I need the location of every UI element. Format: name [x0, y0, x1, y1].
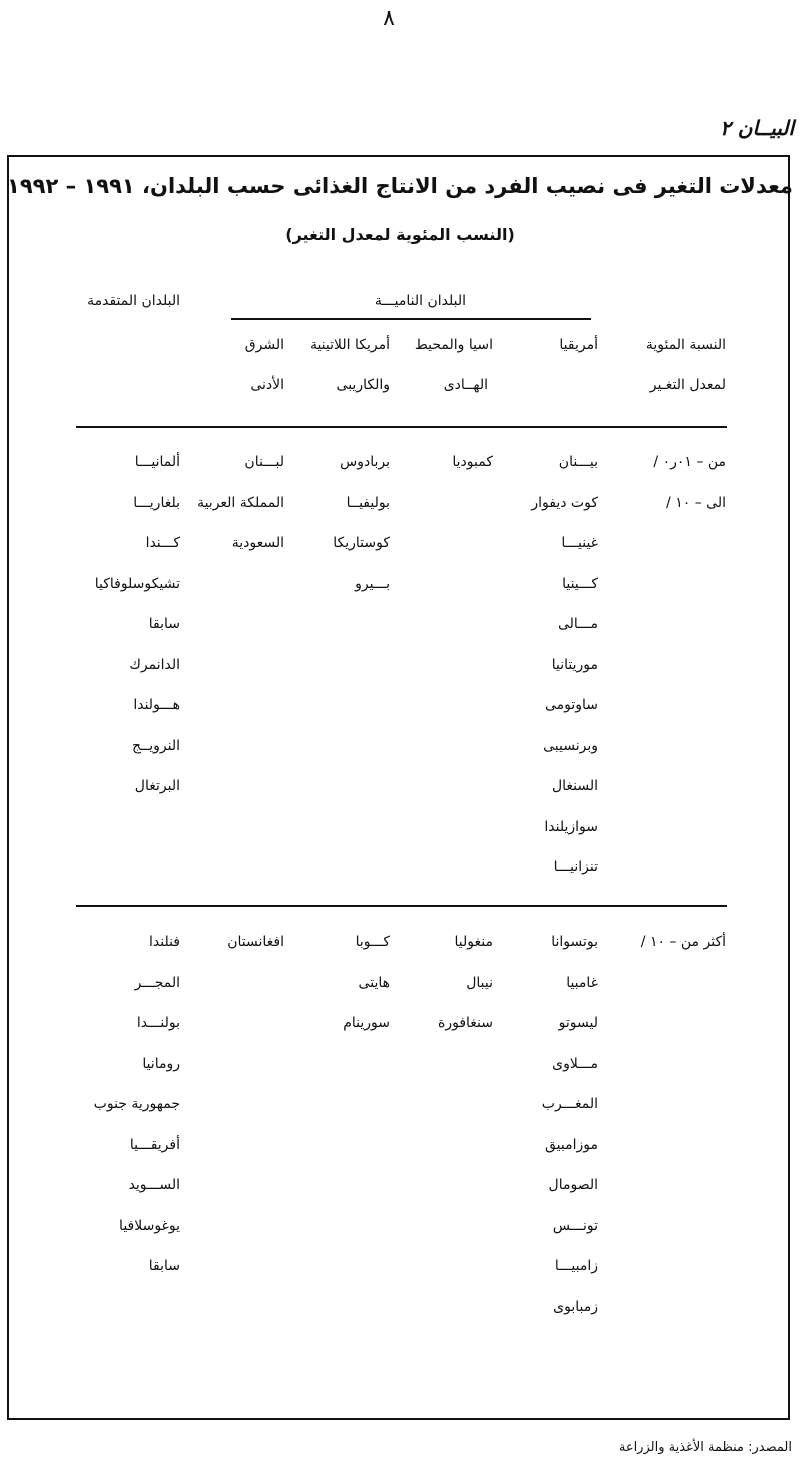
list-item: تونـــس: [552, 1217, 598, 1234]
rate-group-1-line2: الى – ١٠ /: [666, 494, 726, 511]
list-item: نيبال: [466, 974, 493, 991]
list-item: بوتسوانا: [551, 934, 598, 950]
list-item: منغوليا: [454, 934, 493, 950]
header-rate-line1: النسبة المئوية: [645, 337, 726, 353]
source-note: المصدر: منظمة الأغذية والزراعة: [618, 1440, 792, 1455]
list-item: جمهورية جنوب: [93, 1096, 180, 1112]
latam-list-group-2: [343, 922, 390, 1044]
neareast-list-group-2: [227, 922, 284, 963]
list-item: النرويــج: [131, 737, 180, 754]
list-item: هـــولندا: [133, 697, 180, 713]
list-item: سوازيلندا: [544, 818, 598, 835]
africa-list-group-2: [542, 922, 598, 1327]
list-item: السنغال: [551, 778, 598, 794]
list-item: زمبابوى: [553, 1298, 598, 1315]
list-item: سنغافورة: [438, 1015, 493, 1031]
list-item: السعودية: [231, 535, 284, 551]
header-neareast-line1: الشرق: [244, 337, 284, 353]
header-developing: البلدان الناميـــة: [374, 293, 466, 309]
list-item: بولنـــدا: [136, 1015, 180, 1031]
list-item: بلغاريـــا: [133, 494, 180, 511]
list-item: كـــندا: [145, 535, 180, 551]
list-item: مـــلاوى: [552, 1055, 598, 1072]
list-item: رومانيا: [142, 1055, 180, 1072]
list-item: هايتى: [358, 974, 390, 991]
group-divider: [76, 905, 727, 907]
list-item: كـــينيا: [562, 575, 598, 592]
list-item: افغانستان: [227, 934, 284, 950]
asia-list-group-1: [452, 442, 493, 483]
list-item: الدانمرك: [129, 656, 180, 673]
header-rate-line2: لمعدل التغـير: [649, 377, 726, 393]
header-africa: أمريقيا: [559, 337, 598, 353]
list-item: لبـــنان: [244, 454, 284, 470]
list-item: بـــيرو: [355, 575, 390, 592]
list-item: الصومال: [548, 1177, 598, 1193]
list-item: المجـــر: [134, 974, 180, 991]
list-item: سابقا: [148, 616, 180, 632]
list-item: كوستاريكا: [333, 535, 390, 551]
list-item: بوليفيــا: [346, 494, 390, 511]
list-item: موريتانيا: [551, 656, 598, 673]
asia-list-group-2: [438, 922, 493, 1044]
table-title: معدلات التغير فى نصيب الفرد من الانتاج الغذائى حسب البلدان، ١٩٩١ – ١٩٩٢: [7, 174, 793, 198]
list-item: تنزانيـــا: [553, 859, 598, 875]
header-asia-line2: الهــادى: [443, 377, 488, 393]
rate-group-1-line1: من – ٠١ر٠ /: [653, 454, 726, 470]
list-item: غامبيا: [566, 974, 598, 991]
list-item: كمبوديا: [452, 454, 493, 470]
list-item: سورينام: [343, 1015, 390, 1031]
header-divider: [76, 426, 727, 428]
neareast-list-group-1: [197, 442, 284, 564]
list-item: أفريقـــيا: [129, 1136, 180, 1153]
list-item: البرتغال: [134, 778, 180, 794]
list-item: ألمانيـــا: [134, 454, 180, 470]
list-item: ساوتومى: [544, 697, 598, 713]
list-item: ليسوتو: [558, 1015, 598, 1031]
list-item: المملكة العربية: [197, 494, 284, 511]
header-developed: البلدان المتقدمة: [87, 293, 180, 309]
list-item: بربادوس: [340, 454, 390, 470]
developed-list-group-2: [94, 922, 180, 1287]
developed-list-group-1: [95, 442, 180, 807]
header-latam-line2: والكاريبى: [336, 377, 390, 393]
rate-group-2: [641, 922, 726, 963]
rate-group-2-line1: أكثر من – ١٠ /: [640, 934, 726, 950]
africa-list-group-1: [531, 442, 598, 888]
list-item: وبرنسيبى: [543, 737, 598, 754]
list-item: زامبيـــا: [554, 1258, 598, 1274]
list-item: فنلندا: [148, 934, 180, 950]
list-item: بيـــنان: [558, 454, 598, 470]
rate-group-1: [653, 442, 726, 523]
list-item: كوت ديفوار: [531, 494, 598, 511]
page-number: ٨: [383, 6, 395, 31]
list-item: مـــالى: [557, 616, 598, 632]
list-item: كـــوبا: [355, 934, 390, 950]
header-neareast-line2: الأدنى: [250, 377, 284, 393]
latam-list-group-1: [333, 442, 390, 604]
header-latam-line1: أمريكا اللاتينية: [309, 337, 390, 353]
list-item: المغـــرب: [541, 1096, 598, 1112]
list-item: تشيكوسلوفاكيا: [94, 575, 180, 592]
developing-underline: [231, 318, 591, 320]
list-item: الســـويد: [128, 1177, 180, 1193]
table-subtitle: (النسب المئوية لمعدل التغير): [285, 225, 515, 244]
list-item: غينيـــا: [561, 535, 598, 551]
list-item: سابقا: [148, 1258, 180, 1274]
list-item: يوغوسلافيا: [119, 1217, 180, 1234]
table-label: البيــان ٢: [720, 116, 794, 140]
header-asia-line1: اسيا والمحيط: [414, 337, 493, 353]
list-item: موزامبيق: [544, 1136, 598, 1153]
